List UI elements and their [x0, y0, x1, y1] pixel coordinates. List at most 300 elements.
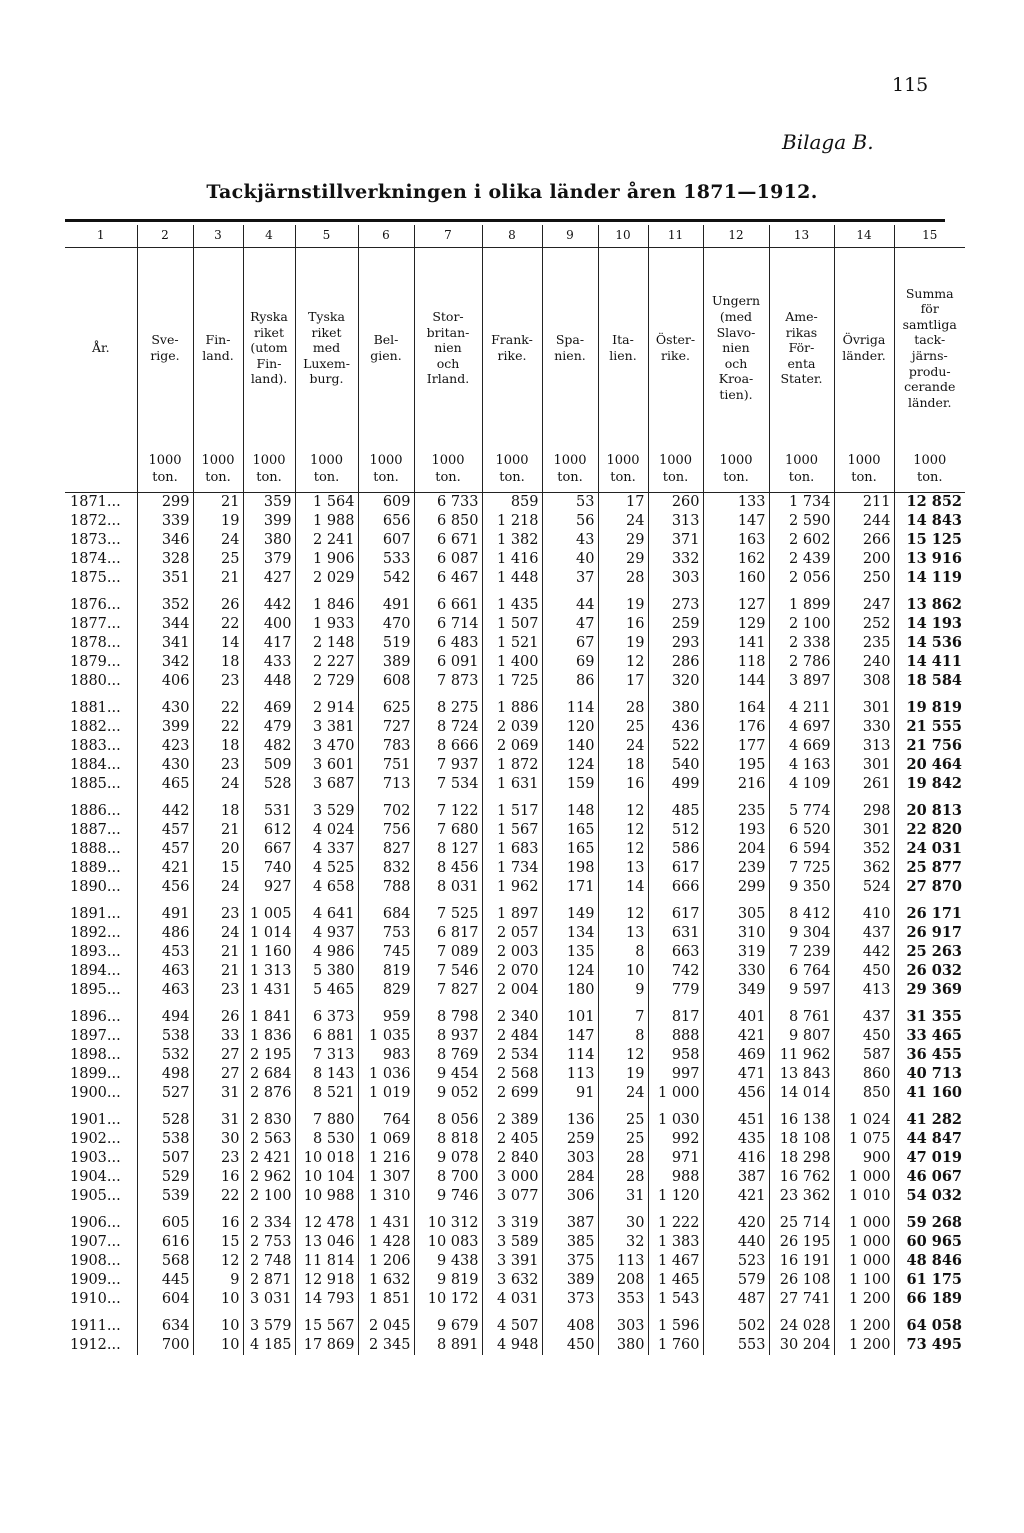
value-cell: 507 — [137, 1149, 193, 1168]
spacer-cell — [243, 897, 295, 905]
group-spacer — [65, 897, 965, 905]
value-cell: 2 871 — [243, 1271, 295, 1290]
value-cell: 352 — [834, 840, 894, 859]
spacer-cell — [703, 1206, 769, 1214]
column-number: 12 — [703, 225, 769, 248]
total-cell: 20 813 — [894, 802, 965, 821]
spacer-cell — [358, 1103, 414, 1111]
year-cell: 1872... — [70, 513, 121, 530]
top-rule — [65, 219, 945, 222]
value-cell: 992 — [648, 1130, 703, 1149]
spacer-cell — [703, 691, 769, 699]
spacer-cell — [834, 588, 894, 596]
value-cell: 1 836 — [243, 1027, 295, 1046]
value-cell: 23 — [193, 981, 243, 1000]
table-row — [65, 737, 965, 756]
value-cell: 23 — [193, 756, 243, 775]
value-cell: 702 — [358, 802, 414, 821]
value-cell: 7 680 — [414, 821, 482, 840]
year-cell: 1883... — [70, 738, 121, 755]
total-cell: 41 160 — [894, 1084, 965, 1103]
value-cell: 1 631 — [482, 775, 542, 794]
value-cell: 114 — [542, 699, 598, 718]
value-cell: 3 897 — [769, 672, 834, 691]
unit-cell — [542, 448, 598, 493]
unit-cell — [482, 448, 542, 493]
year-cell: 1892... — [70, 925, 121, 942]
year-cell: 1881... — [70, 700, 121, 717]
year-cell: 1907... — [70, 1234, 121, 1251]
value-cell: 417 — [243, 634, 295, 653]
column-number: 2 — [137, 225, 193, 248]
table-row — [65, 615, 965, 634]
value-cell: 124 — [542, 962, 598, 981]
value-cell: 362 — [834, 859, 894, 878]
value-cell: 30 — [193, 1130, 243, 1149]
spacer-cell — [648, 691, 703, 699]
spacer-cell — [193, 1309, 243, 1317]
table-title: Tackjärnstillverkningen i olika länder åren 1871—1912. — [206, 181, 818, 203]
value-cell: 2 069 — [482, 737, 542, 756]
value-cell: 8 818 — [414, 1130, 482, 1149]
value-cell: 421 — [703, 1187, 769, 1206]
value-cell: 616 — [137, 1233, 193, 1252]
value-cell: 24 — [598, 737, 648, 756]
value-cell: 463 — [137, 962, 193, 981]
value-cell: 1 521 — [482, 634, 542, 653]
value-cell: 9 304 — [769, 924, 834, 943]
value-cell: 33 — [193, 1027, 243, 1046]
value-cell: 2 840 — [482, 1149, 542, 1168]
value-cell: 542 — [358, 569, 414, 588]
year-cell: 1900... — [70, 1085, 121, 1102]
value-cell: 24 — [193, 878, 243, 897]
spacer-cell — [137, 897, 193, 905]
value-cell: 631 — [648, 924, 703, 943]
value-cell: 141 — [703, 634, 769, 653]
value-cell: 349 — [703, 981, 769, 1000]
value-cell: 531 — [243, 802, 295, 821]
value-cell: 26 — [193, 596, 243, 615]
value-cell: 5 465 — [295, 981, 358, 1000]
value-cell: 10 104 — [295, 1168, 358, 1187]
value-cell: 4 658 — [295, 878, 358, 897]
value-cell: 532 — [137, 1046, 193, 1065]
total-cell: 14 193 — [894, 615, 965, 634]
value-cell: 14 — [193, 634, 243, 653]
value-cell: 7 313 — [295, 1046, 358, 1065]
value-cell: 235 — [834, 634, 894, 653]
spacer-cell — [193, 897, 243, 905]
value-cell: 301 — [834, 699, 894, 718]
value-cell: 19 — [598, 596, 648, 615]
column-header — [137, 248, 193, 449]
column-header — [703, 248, 769, 449]
value-cell: 21 — [193, 962, 243, 981]
spacer-cell — [295, 691, 358, 699]
value-cell: 783 — [358, 737, 414, 756]
value-cell: 4 337 — [295, 840, 358, 859]
value-cell: 2 045 — [358, 1317, 414, 1336]
unit-label: 1000 ton. — [369, 453, 403, 485]
value-cell: 450 — [542, 1336, 598, 1355]
value-cell: 1 120 — [648, 1187, 703, 1206]
value-cell: 16 138 — [769, 1111, 834, 1130]
spacer-cell — [137, 794, 193, 802]
value-cell: 2 830 — [243, 1111, 295, 1130]
value-cell: 7 239 — [769, 943, 834, 962]
value-cell: 19 — [193, 512, 243, 531]
year-cell: 1879... — [70, 654, 121, 671]
value-cell: 700 — [137, 1336, 193, 1355]
value-cell: 1 036 — [358, 1065, 414, 1084]
value-cell: 4 669 — [769, 737, 834, 756]
value-cell: 339 — [137, 512, 193, 531]
column-header-label: Spa- nien. — [554, 332, 586, 363]
value-cell: 860 — [834, 1065, 894, 1084]
year-cell: 1876... — [70, 597, 121, 614]
value-cell: 247 — [834, 596, 894, 615]
table-row — [65, 1290, 965, 1309]
value-cell: 9 597 — [769, 981, 834, 1000]
value-cell: 330 — [834, 718, 894, 737]
value-cell: 13 843 — [769, 1065, 834, 1084]
unit-cell — [295, 448, 358, 493]
year-cell: 1894... — [70, 963, 121, 980]
value-cell: 113 — [598, 1252, 648, 1271]
value-cell: 463 — [137, 981, 193, 1000]
value-cell: 457 — [137, 821, 193, 840]
value-cell: 442 — [243, 596, 295, 615]
value-cell: 351 — [137, 569, 193, 588]
value-cell: 608 — [358, 672, 414, 691]
value-cell: 341 — [137, 634, 193, 653]
value-cell: 195 — [703, 756, 769, 775]
total-cell: 22 820 — [894, 821, 965, 840]
spacer-cell — [193, 1103, 243, 1111]
value-cell: 2 748 — [243, 1252, 295, 1271]
value-cell: 14 014 — [769, 1084, 834, 1103]
spacer-cell — [65, 691, 137, 699]
value-cell: 3 529 — [295, 802, 358, 821]
value-cell: 2 439 — [769, 550, 834, 569]
value-cell: 114 — [542, 1046, 598, 1065]
value-cell: 15 567 — [295, 1317, 358, 1336]
value-cell: 1 596 — [648, 1317, 703, 1336]
value-cell: 827 — [358, 840, 414, 859]
value-cell: 208 — [598, 1271, 648, 1290]
value-cell: 26 — [193, 1008, 243, 1027]
value-cell: 7 122 — [414, 802, 482, 821]
table-row — [65, 962, 965, 981]
value-cell: 1 005 — [243, 905, 295, 924]
spacer-cell — [598, 1206, 648, 1214]
table-row — [65, 840, 965, 859]
unit-label: 1000 ton. — [847, 453, 881, 485]
column-header-label: Fin- land. — [202, 332, 234, 363]
spacer-cell — [243, 588, 295, 596]
value-cell: 180 — [542, 981, 598, 1000]
spacer-cell — [414, 794, 482, 802]
value-cell: 509 — [243, 756, 295, 775]
column-number-row — [65, 225, 965, 248]
value-cell: 261 — [834, 775, 894, 794]
year-cell: 1906... — [70, 1215, 121, 1232]
value-cell: 416 — [703, 1149, 769, 1168]
table-row — [65, 493, 965, 513]
spacer-cell — [769, 897, 834, 905]
value-cell: 101 — [542, 1008, 598, 1027]
spacer-cell — [769, 1206, 834, 1214]
spacer-cell — [482, 1103, 542, 1111]
value-cell: 1 734 — [769, 493, 834, 513]
column-header-label: Öster- rike. — [655, 332, 696, 363]
value-cell: 10 — [193, 1317, 243, 1336]
value-cell: 43 — [542, 531, 598, 550]
group-spacer — [65, 794, 965, 802]
column-header-label: Ryska riket (utom Fin- land). — [250, 308, 288, 387]
column-header — [243, 248, 295, 449]
column-number: 15 — [894, 225, 965, 248]
value-cell: 2 563 — [243, 1130, 295, 1149]
value-cell: 148 — [542, 802, 598, 821]
value-cell: 3 579 — [243, 1317, 295, 1336]
value-cell: 24 — [193, 775, 243, 794]
value-cell: 12 478 — [295, 1214, 358, 1233]
value-cell: 413 — [834, 981, 894, 1000]
value-cell: 7 880 — [295, 1111, 358, 1130]
column-header-label: Tyska riket med Luxem- burg. — [303, 308, 350, 387]
spacer-cell — [648, 897, 703, 905]
total-cell: 26 171 — [894, 905, 965, 924]
value-cell: 971 — [648, 1149, 703, 1168]
value-cell: 3 601 — [295, 756, 358, 775]
value-cell: 16 191 — [769, 1252, 834, 1271]
value-cell: 22 — [193, 615, 243, 634]
unit-label: 1000 ton. — [495, 453, 529, 485]
value-cell: 9 — [598, 981, 648, 1000]
value-cell: 6 881 — [295, 1027, 358, 1046]
column-header-label: Ame- rikas För- enta Stater. — [780, 308, 823, 387]
value-cell: 31 — [193, 1084, 243, 1103]
value-cell: 1 933 — [295, 615, 358, 634]
column-number: 4 — [243, 225, 295, 248]
spacer-cell — [542, 897, 598, 905]
year-cell: 1899... — [70, 1066, 121, 1083]
value-cell: 7 534 — [414, 775, 482, 794]
total-cell: 15 125 — [894, 531, 965, 550]
value-cell: 211 — [834, 493, 894, 513]
value-cell: 2 070 — [482, 962, 542, 981]
value-cell: 16 — [598, 775, 648, 794]
column-header-label: Ita- lien. — [609, 332, 637, 363]
spacer-cell — [542, 1103, 598, 1111]
value-cell: 17 — [598, 672, 648, 691]
value-cell: 28 — [598, 699, 648, 718]
value-cell: 140 — [542, 737, 598, 756]
column-number: 10 — [598, 225, 648, 248]
spacer-cell — [598, 588, 648, 596]
unit-cell — [65, 448, 137, 493]
spacer-cell — [414, 897, 482, 905]
column-number: 7 — [414, 225, 482, 248]
value-cell: 11 962 — [769, 1046, 834, 1065]
value-cell: 423 — [137, 737, 193, 756]
value-cell: 2 753 — [243, 1233, 295, 1252]
group-spacer — [65, 1000, 965, 1008]
value-cell: 13 — [598, 859, 648, 878]
spacer-cell — [65, 1309, 137, 1317]
value-cell: 328 — [137, 550, 193, 569]
spacer-cell — [769, 794, 834, 802]
spacer-cell — [243, 1309, 295, 1317]
value-cell: 819 — [358, 962, 414, 981]
value-cell: 451 — [703, 1111, 769, 1130]
value-cell: 306 — [542, 1187, 598, 1206]
table-row — [65, 1317, 965, 1336]
value-cell: 421 — [137, 859, 193, 878]
value-cell: 4 163 — [769, 756, 834, 775]
spacer-cell — [598, 897, 648, 905]
total-cell: 61 175 — [894, 1271, 965, 1290]
spacer-cell — [542, 1206, 598, 1214]
value-cell: 21 — [193, 569, 243, 588]
value-cell: 1 846 — [295, 596, 358, 615]
value-cell: 24 — [598, 512, 648, 531]
value-cell: 25 — [598, 1111, 648, 1130]
value-cell: 1 069 — [358, 1130, 414, 1149]
column-number: 14 — [834, 225, 894, 248]
table-row — [65, 1252, 965, 1271]
value-cell: 4 211 — [769, 699, 834, 718]
total-cell: 13 916 — [894, 550, 965, 569]
value-cell: 471 — [703, 1065, 769, 1084]
total-cell: 40 713 — [894, 1065, 965, 1084]
value-cell: 1 000 — [834, 1252, 894, 1271]
value-cell: 204 — [703, 840, 769, 859]
value-cell: 491 — [358, 596, 414, 615]
value-cell: 9 350 — [769, 878, 834, 897]
total-cell: 36 455 — [894, 1046, 965, 1065]
spacer-cell — [295, 1000, 358, 1008]
value-cell: 1 448 — [482, 569, 542, 588]
value-cell: 1 435 — [482, 596, 542, 615]
value-cell: 13 046 — [295, 1233, 358, 1252]
spacer-cell — [834, 1103, 894, 1111]
value-cell: 2 100 — [769, 615, 834, 634]
column-header-label: Summa för samtliga tack- järns- produ- cerande länder. — [902, 285, 957, 410]
value-cell: 240 — [834, 653, 894, 672]
column-number: 9 — [542, 225, 598, 248]
value-cell: 26 108 — [769, 1271, 834, 1290]
total-cell: 14 843 — [894, 512, 965, 531]
year-cell: 1871... — [70, 494, 121, 511]
spacer-cell — [834, 897, 894, 905]
spacer-cell — [414, 1206, 482, 1214]
value-cell: 3 077 — [482, 1187, 542, 1206]
value-cell: 10 988 — [295, 1187, 358, 1206]
value-cell: 165 — [542, 840, 598, 859]
value-cell: 7 937 — [414, 756, 482, 775]
spacer-cell — [482, 794, 542, 802]
value-cell: 1 200 — [834, 1336, 894, 1355]
value-cell: 25 — [598, 1130, 648, 1149]
value-cell: 540 — [648, 756, 703, 775]
value-cell: 19 — [598, 634, 648, 653]
value-cell: 1 382 — [482, 531, 542, 550]
table-row — [65, 756, 965, 775]
value-cell: 2 421 — [243, 1149, 295, 1168]
value-cell: 8 530 — [295, 1130, 358, 1149]
total-cell: 19 819 — [894, 699, 965, 718]
value-cell: 3 031 — [243, 1290, 295, 1309]
spacer-cell — [65, 897, 137, 905]
value-cell: 8 056 — [414, 1111, 482, 1130]
value-cell: 8 666 — [414, 737, 482, 756]
table-row — [65, 1027, 965, 1046]
value-cell: 1 160 — [243, 943, 295, 962]
value-cell: 18 298 — [769, 1149, 834, 1168]
spacer-cell — [769, 1000, 834, 1008]
value-cell: 959 — [358, 1008, 414, 1027]
value-cell: 486 — [137, 924, 193, 943]
value-cell: 28 — [598, 569, 648, 588]
value-cell: 37 — [542, 569, 598, 588]
value-cell: 450 — [834, 1027, 894, 1046]
total-cell: 66 189 — [894, 1290, 965, 1309]
value-cell: 12 — [193, 1252, 243, 1271]
value-cell: 266 — [834, 531, 894, 550]
spacer-cell — [834, 1000, 894, 1008]
value-cell: 2 534 — [482, 1046, 542, 1065]
spacer-cell — [65, 588, 137, 596]
value-cell: 2 699 — [482, 1084, 542, 1103]
value-cell: 17 869 — [295, 1336, 358, 1355]
value-cell: 437 — [834, 1008, 894, 1027]
spacer-cell — [137, 588, 193, 596]
page-number: 115 — [892, 74, 929, 96]
group-spacer — [65, 691, 965, 699]
value-cell: 91 — [542, 1084, 598, 1103]
value-cell: 1 567 — [482, 821, 542, 840]
table-row — [65, 1130, 965, 1149]
value-cell: 634 — [137, 1317, 193, 1336]
spacer-cell — [834, 1206, 894, 1214]
value-cell: 23 362 — [769, 1187, 834, 1206]
value-cell: 16 — [193, 1168, 243, 1187]
value-cell: 3 000 — [482, 1168, 542, 1187]
column-header — [834, 248, 894, 449]
year-cell: 1910... — [70, 1291, 121, 1308]
spacer-cell — [358, 794, 414, 802]
value-cell: 10 172 — [414, 1290, 482, 1309]
spacer-cell — [598, 691, 648, 699]
total-cell: 26 917 — [894, 924, 965, 943]
value-cell: 442 — [137, 802, 193, 821]
value-cell: 494 — [137, 1008, 193, 1027]
value-cell: 25 714 — [769, 1214, 834, 1233]
value-cell: 353 — [598, 1290, 648, 1309]
unit-label: 1000 ton. — [719, 453, 753, 485]
value-cell: 6 594 — [769, 840, 834, 859]
table-row — [65, 775, 965, 794]
spacer-cell — [295, 1309, 358, 1317]
spacer-cell — [834, 794, 894, 802]
value-cell: 1 010 — [834, 1187, 894, 1206]
table-row — [65, 1046, 965, 1065]
value-cell: 29 — [598, 550, 648, 569]
appendix-label: Bilaga B. — [782, 130, 874, 154]
